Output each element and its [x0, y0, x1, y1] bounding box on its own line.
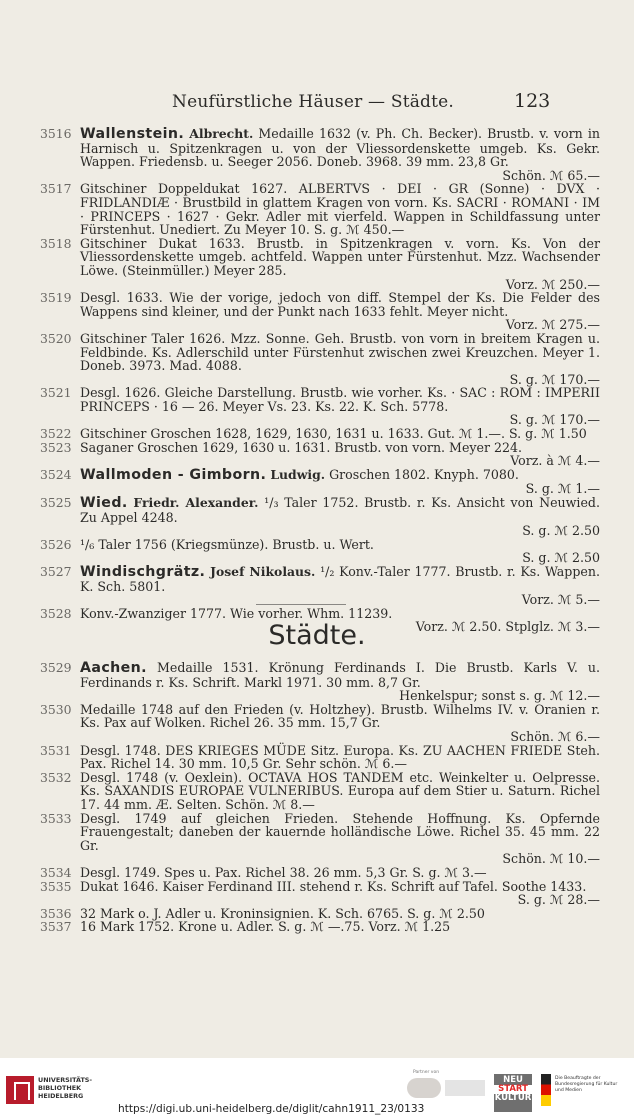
page-number: 123	[514, 90, 551, 112]
entry-price: Vorz. ℳ 5.—	[521, 592, 600, 608]
partner-logo-2-icon	[445, 1080, 485, 1096]
catalog-entry	[40, 468, 600, 496]
neustart-word-3: KULTUR	[494, 1093, 532, 1103]
catalog-entry	[40, 661, 600, 703]
catalog-entry	[40, 496, 600, 538]
lot-number: 3517	[40, 181, 72, 197]
partner-label: Partner von	[413, 1070, 440, 1075]
section-divider	[256, 604, 346, 605]
entry-text	[80, 468, 600, 496]
entry-price: Schön. ℳ 6.—	[510, 728, 600, 744]
entry-description: Medaille 1531. Krönung Ferdinands I. Die Brustb. Karls V. u. Ferdinands r. Ks. Schrift. Markl 1971. 30 mm. 8,7 Gr.	[80, 660, 600, 690]
lot-number: 3527	[40, 564, 72, 579]
catalog-entry	[40, 291, 600, 332]
entry-text	[80, 237, 600, 291]
entry-price: Vorz. ℳ 275.—	[505, 317, 600, 333]
catalog-entry	[40, 427, 600, 441]
running-header	[0, 92, 634, 116]
neustart-word-1: NEU	[503, 1075, 523, 1085]
entry-description: Dukat 1646. Kaiser Ferdinand III. stehend r. Ks. Schrift auf Tafel. Soothe 1433.	[80, 878, 587, 894]
lot-number: 3531	[40, 742, 72, 758]
catalog-entry	[40, 565, 600, 607]
entry-text	[80, 427, 600, 441]
catalog-entry	[40, 441, 600, 468]
entry-description: Gitschiner Dukat 1633. Brustb. in Spitzenkragen v. vorn. Ks. Von der Vliessordenskette umgeb. achtfeld. Wappen unter Fürstenhut. Mzz. Wachsender Löwe. (Steinmüller.) Meyer 285.	[80, 235, 600, 278]
entry-description: Gitschiner Doppeldukat 1627. ALBERTVS · DEI · GR (Sonne) · DVX · FRIDLANDIÆ · Brustbild in glattem Kragen von vorn. Ks. SACRI · ROMANI · IM · PRINCEPS · 1627 · Gekr. Adler mit vierfeld. Wappen in Schildfassung unter Fürstenhut. Unediert. Zu Meyer 10. S. g. ℳ 450.—	[80, 181, 600, 238]
entry-description: Desgl. 1748 (v. Oexlein). OCTAVA HOS TANDEM etc. Weinkelter u. Oelpresse. Ks. SAXANDIS EUROPAE VULNERIBUS. Europa auf dem Stier u. Saturn. Richel 17. 44 mm. Æ. Selten. Schön. ℳ 8.—	[80, 769, 600, 812]
entry-text	[80, 812, 600, 866]
entry-heading: Aachen.	[80, 660, 147, 676]
institution-name: UNIVERSITÄTS- BIBLIOTHEK HEIDELBERG	[38, 1076, 93, 1100]
entry-price: S. g. ℳ 2.50	[522, 523, 600, 539]
catalog-entry	[40, 182, 600, 236]
entry-text	[80, 920, 600, 934]
lot-number: 3528	[40, 605, 72, 621]
entry-text	[80, 332, 600, 386]
partner-logo-icon	[407, 1078, 441, 1098]
running-title: Neufürstliche Häuser — Städte.	[172, 92, 455, 112]
entry-price: Henkelspur; sonst s. g. ℳ 12.—	[399, 688, 600, 704]
lot-number: 3519	[40, 290, 72, 306]
lot-number: 3536	[40, 905, 72, 921]
entry-text	[80, 661, 600, 703]
entry-price: S. g. ℳ 1.—	[525, 481, 600, 497]
catalog-entry	[40, 771, 600, 812]
entry-text	[80, 538, 600, 565]
entry-description: Desgl. 1626. Gleiche Darstellung. Brustb. wie vorher. Ks. · SAC : ROM : IMPERII PRINCEPS · 16 — 26. Meyer Vs. 23. Ks. 22. K. Sch. 5778.	[80, 385, 600, 414]
viewer-footer	[0, 1058, 634, 1116]
entry-description: Medaille 1632 (v. Ph. Ch. Becker). Brustb. v. vorn in Harnisch u. Spitzenkragen u. von der Vliessordenskette umgeb. Ks. Gekr. Wappen. Friedensb. u. Seeger 2056. Doneb. 3968. 39 mm. 23,8 Gr.	[80, 126, 600, 170]
lot-number: 3529	[40, 660, 72, 675]
lot-number: 3518	[40, 235, 72, 251]
entry-text	[80, 441, 600, 468]
lot-number: 3533	[40, 810, 72, 826]
entry-heading: Wallenstein.	[80, 126, 185, 142]
lot-number: 3525	[40, 495, 72, 511]
entry-description: Gitschiner Taler 1626. Mzz. Sonne. Geh. Brustb. von vorn in breitem Kragen u. Feldbinde. Ks. Adlerschild unter Fürstenhut zwischen zwei Kreuzchen. Meyer 1. Doneb. 3973. Mad. 4088.	[80, 330, 600, 374]
entry-price: S. g. ℳ 2.50	[522, 550, 600, 566]
neustart-word-2: START	[494, 1085, 532, 1094]
entry-heading: Windischgrätz.	[80, 564, 206, 580]
entry-description: Saganer Groschen 1629, 1630 u. 1631. Brustb. von vorn. Meyer 224.	[80, 439, 523, 455]
entry-price: Schön. ℳ 10.—	[502, 851, 600, 867]
entry-description: 16 Mark 1752. Krone u. Adler. S. g. ℳ —.75. Vorz. ℳ 1.25	[80, 919, 451, 935]
lot-number: 3530	[40, 701, 72, 717]
entry-subheading: Albrecht.	[189, 126, 254, 141]
entry-description: Desgl. 1748. DES KRIEGES MÜDE Sitz. Europa. Ks. ZU AACHEN FRIEDE Steh. Pax. Richel 14. 30 mm. 10,5 Gr. Sehr schön. ℳ 6.—	[80, 742, 600, 772]
entry-subheading: Ludwig.	[270, 466, 326, 482]
catalog-entries-cities	[40, 661, 600, 934]
entry-text	[80, 771, 600, 812]
entry-description: Desgl. 1749 auf gleichen Frieden. Stehende Hoffnung. Ks. Opfernde Frauengestalt; daneben der kauernde holländische Löwe. Richel 35. 45 mm. 22 Gr.	[80, 810, 600, 853]
neustart-kultur-logo	[494, 1074, 532, 1112]
entry-description: Desgl. 1749. Spes u. Pax. Richel 38. 26 mm. 5,3 Gr. S. g. ℳ 3.—	[80, 864, 487, 880]
catalog-entry	[40, 237, 600, 291]
catalog-entry	[40, 703, 600, 744]
entry-text	[80, 880, 600, 907]
catalog-entries-dynasties	[40, 127, 600, 634]
entry-subheading: Josef Nikolaus.	[210, 564, 316, 579]
entry-description: Konv.-Zwanziger 1777. Wie vorher. Whm. 11239.	[80, 605, 393, 621]
lot-number: 3524	[40, 466, 72, 482]
catalog-entry	[40, 538, 600, 565]
catalog-entry	[40, 386, 600, 427]
catalog-entry	[40, 920, 600, 934]
entry-price: S. g. ℳ 28.—	[517, 892, 600, 908]
entry-text	[80, 127, 600, 182]
entry-text	[80, 744, 600, 771]
entry-description: ¹/₂ Konv.-Taler 1777. Brustb. r. Ks. Wappen. K. Sch. 5801.	[80, 564, 600, 594]
university-library-logo-icon	[6, 1076, 34, 1104]
catalog-entry	[40, 127, 600, 182]
entry-subheading: Friedr. Alexander.	[133, 495, 259, 511]
lot-number: 3526	[40, 536, 72, 552]
entry-price: S. g. ℳ 170.—	[509, 412, 600, 428]
lot-number: 3535	[40, 878, 72, 894]
entry-price: Vorz. à ℳ 4.—	[510, 453, 600, 469]
lot-number: 3516	[40, 126, 72, 141]
section-title: Städte.	[268, 620, 366, 651]
lot-number: 3522	[40, 426, 72, 442]
entry-description: Desgl. 1633. Wie der vorige, jedoch von diff. Stempel der Ks. Die Felder des Wappens sind kleiner, und der Punkt nach 1633 fehlt. Meyer nicht.	[80, 290, 600, 319]
entry-text	[80, 291, 600, 332]
entry-heading: Wied.	[80, 495, 128, 512]
lot-number: 3534	[40, 864, 72, 880]
entry-text	[80, 565, 600, 607]
entry-text	[80, 907, 600, 921]
entry-price: Schön. ℳ 65.—	[502, 167, 600, 183]
entry-price: Vorz. ℳ 2.50. Stplglz. ℳ 3.—	[415, 619, 600, 635]
lot-number: 3537	[40, 919, 72, 935]
entry-description: Gitschiner Groschen 1628, 1629, 1630, 1631 u. 1633. Gut. ℳ 1.—. S. g. ℳ 1.50	[80, 426, 587, 442]
lot-number: 3532	[40, 769, 72, 785]
federal-commissioner-text: Die Beauftragte der Bundesregierung für Kultur und Medien	[555, 1076, 618, 1093]
catalog-entry	[40, 744, 600, 771]
catalog-entry	[40, 866, 600, 880]
entry-text	[80, 496, 600, 538]
federal-eagle-flag-icon	[541, 1074, 551, 1106]
entry-text	[80, 386, 600, 427]
catalog-entry	[40, 332, 600, 386]
entry-description: ¹/₆ Taler 1756 (Kriegsmünze). Brustb. u. Wert.	[80, 536, 374, 552]
entry-heading: Wallmoden - Gimborn.	[80, 466, 267, 483]
catalog-entry	[40, 880, 600, 907]
lot-number: 3523	[40, 439, 72, 455]
entry-text	[80, 182, 600, 236]
entry-description: Medaille 1748 auf den Frieden (v. Holtzhey). Brustb. Wilhelms IV. v. Oranien r. Ks. Pax auf Wolken. Richel 26. 35 mm. 15,7 Gr.	[80, 701, 600, 731]
catalog-entry	[40, 812, 600, 866]
entry-price: S. g. ℳ 170.—	[509, 371, 600, 387]
entry-text	[80, 703, 600, 744]
entry-text	[80, 866, 600, 880]
permalink-url[interactable]: https://digi.ub.uni-heidelberg.de/diglit/cahn1911_23/0133	[118, 1103, 425, 1115]
entry-description: 32 Mark o. J. Adler u. Kroninsignien. K. Sch. 6765. S. g. ℳ 2.50	[80, 905, 485, 921]
catalog-entry	[40, 907, 600, 921]
entry-price: Vorz. ℳ 250.—	[505, 276, 600, 292]
entry-description: Groschen 1802. Knyph. 7080.	[329, 466, 519, 482]
lot-number: 3521	[40, 385, 72, 401]
lot-number: 3520	[40, 330, 72, 346]
entry-description: ¹/₃ Taler 1752. Brustb. r. Ks. Ansicht von Neuwied. Zu Appel 4248.	[80, 495, 600, 525]
